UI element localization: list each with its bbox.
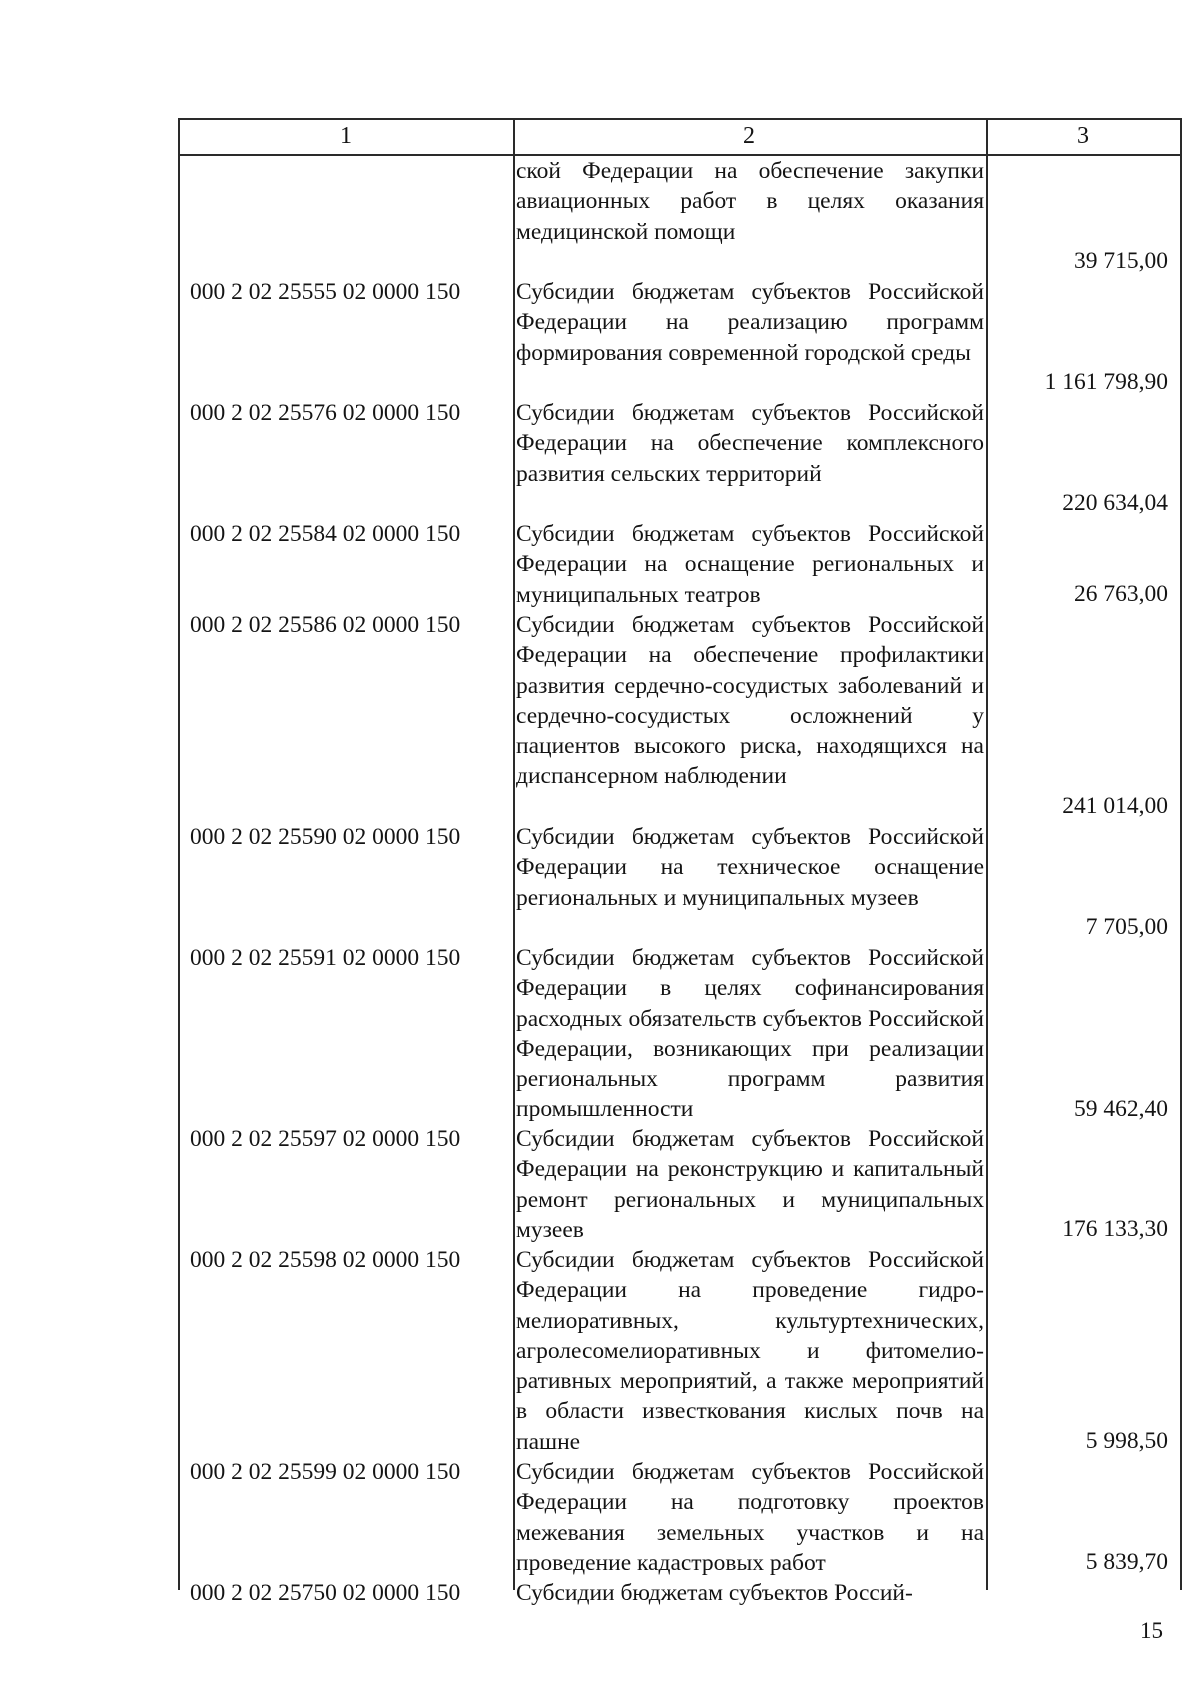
row-code: 000 2 02 25576 02 0000 150 xyxy=(190,400,461,426)
row-code: 000 2 02 25586 02 0000 150 xyxy=(190,612,461,638)
row-amount: 220 634,04 xyxy=(1062,490,1168,516)
row-code: 000 2 02 25750 02 0000 150 xyxy=(190,1580,461,1606)
row-amount: 7 705,00 xyxy=(1085,914,1168,940)
table-header xyxy=(180,120,1180,156)
table-row xyxy=(180,277,1180,398)
row-description: Субсидии бюджетам субъектов Российской Федерации на подготовку проектов межевания земельных участков и на проведение кадастровых работ xyxy=(516,1459,984,1576)
row-code: 000 2 02 25591 02 0000 150 xyxy=(190,945,461,971)
table-body xyxy=(180,156,1180,1609)
page-number: 15 xyxy=(1140,1618,1163,1643)
row-amount: 241 014,00 xyxy=(1062,793,1168,819)
row-description: Субсидии бюджетам субъектов Российской Федерации на реализацию программ формирования современной городской среды xyxy=(516,279,984,366)
table-row xyxy=(180,1457,1180,1578)
table-row xyxy=(180,1578,1180,1609)
row-description: Субсидии бюджетам субъектов Российской Федерации на обеспечение профилактики развития сердечно-сосудистых заболеваний и сердечно-сосудистых осложнений у пациентов высокого риска, находящихся на диспансерном наблюдении xyxy=(516,612,984,790)
row-code: 000 2 02 25590 02 0000 150 xyxy=(190,824,461,850)
row-code: 000 2 02 25555 02 0000 150 xyxy=(190,279,461,305)
row-description: Субсидии бюджетам субъектов Российской Федерации в целях софинансирования расходных обязательств субъектов Российской Федерации, возникающих при реализации региональных программ развития промышленности xyxy=(516,945,984,1123)
row-code: 000 2 02 25584 02 0000 150 xyxy=(190,521,461,547)
row-code: 000 2 02 25599 02 0000 150 xyxy=(190,1459,461,1485)
row-code: 000 2 02 25597 02 0000 150 xyxy=(190,1126,461,1152)
table-row xyxy=(180,519,1180,610)
row-code: 000 2 02 25598 02 0000 150 xyxy=(190,1247,461,1273)
table-row xyxy=(180,943,1180,1124)
row-description: Субсидии бюджетам субъектов Россий- xyxy=(516,1580,913,1606)
row-amount: 5 839,70 xyxy=(1085,1549,1168,1575)
header-col-2: 2 xyxy=(743,123,755,149)
table-row xyxy=(180,1245,1180,1457)
table-row xyxy=(180,398,1180,519)
row-amount: 59 462,40 xyxy=(1074,1096,1168,1122)
header-col-3: 3 xyxy=(1077,123,1089,149)
row-description: Субсидии бюджетам субъектов Российской Федерации на реконструкцию и капитальный ремонт региональных и муниципальных музеев xyxy=(516,1126,984,1243)
table-row xyxy=(180,156,1180,277)
row-description: Субсидии бюджетам субъектов Российской Федерации на обеспечение комплексного развития сельских территорий xyxy=(516,400,984,487)
header-col-1: 1 xyxy=(340,123,352,149)
row-description: Субсидии бюджетам субъектов Российской Федерации на техническое оснащение региональных и муниципальных музеев xyxy=(516,824,984,911)
row-description: ской Федерации на обеспечение закупки авиационных работ в целях оказания медицинской помощи xyxy=(516,158,984,245)
budget-table xyxy=(178,118,1182,1606)
row-amount: 5 998,50 xyxy=(1085,1428,1168,1454)
table-row xyxy=(180,610,1180,822)
table-row xyxy=(180,822,1180,943)
table-row xyxy=(180,1124,1180,1245)
row-amount: 39 715,00 xyxy=(1074,248,1168,274)
row-amount: 26 763,00 xyxy=(1074,581,1168,607)
row-description: Субсидии бюджетам субъектов Российской Федерации на оснащение региональных и муниципальных театров xyxy=(516,521,984,608)
row-amount: 176 133,30 xyxy=(1062,1216,1168,1242)
row-amount: 1 161 798,90 xyxy=(1044,369,1168,395)
row-description: Субсидии бюджетам субъектов Российской Федерации на проведение гидромелиоративных, культуртехнических, агролесомелиоративных и фитомелиоративных мероприятий, а также мероприятий в области известкования кислых почв на пашне xyxy=(516,1247,984,1455)
